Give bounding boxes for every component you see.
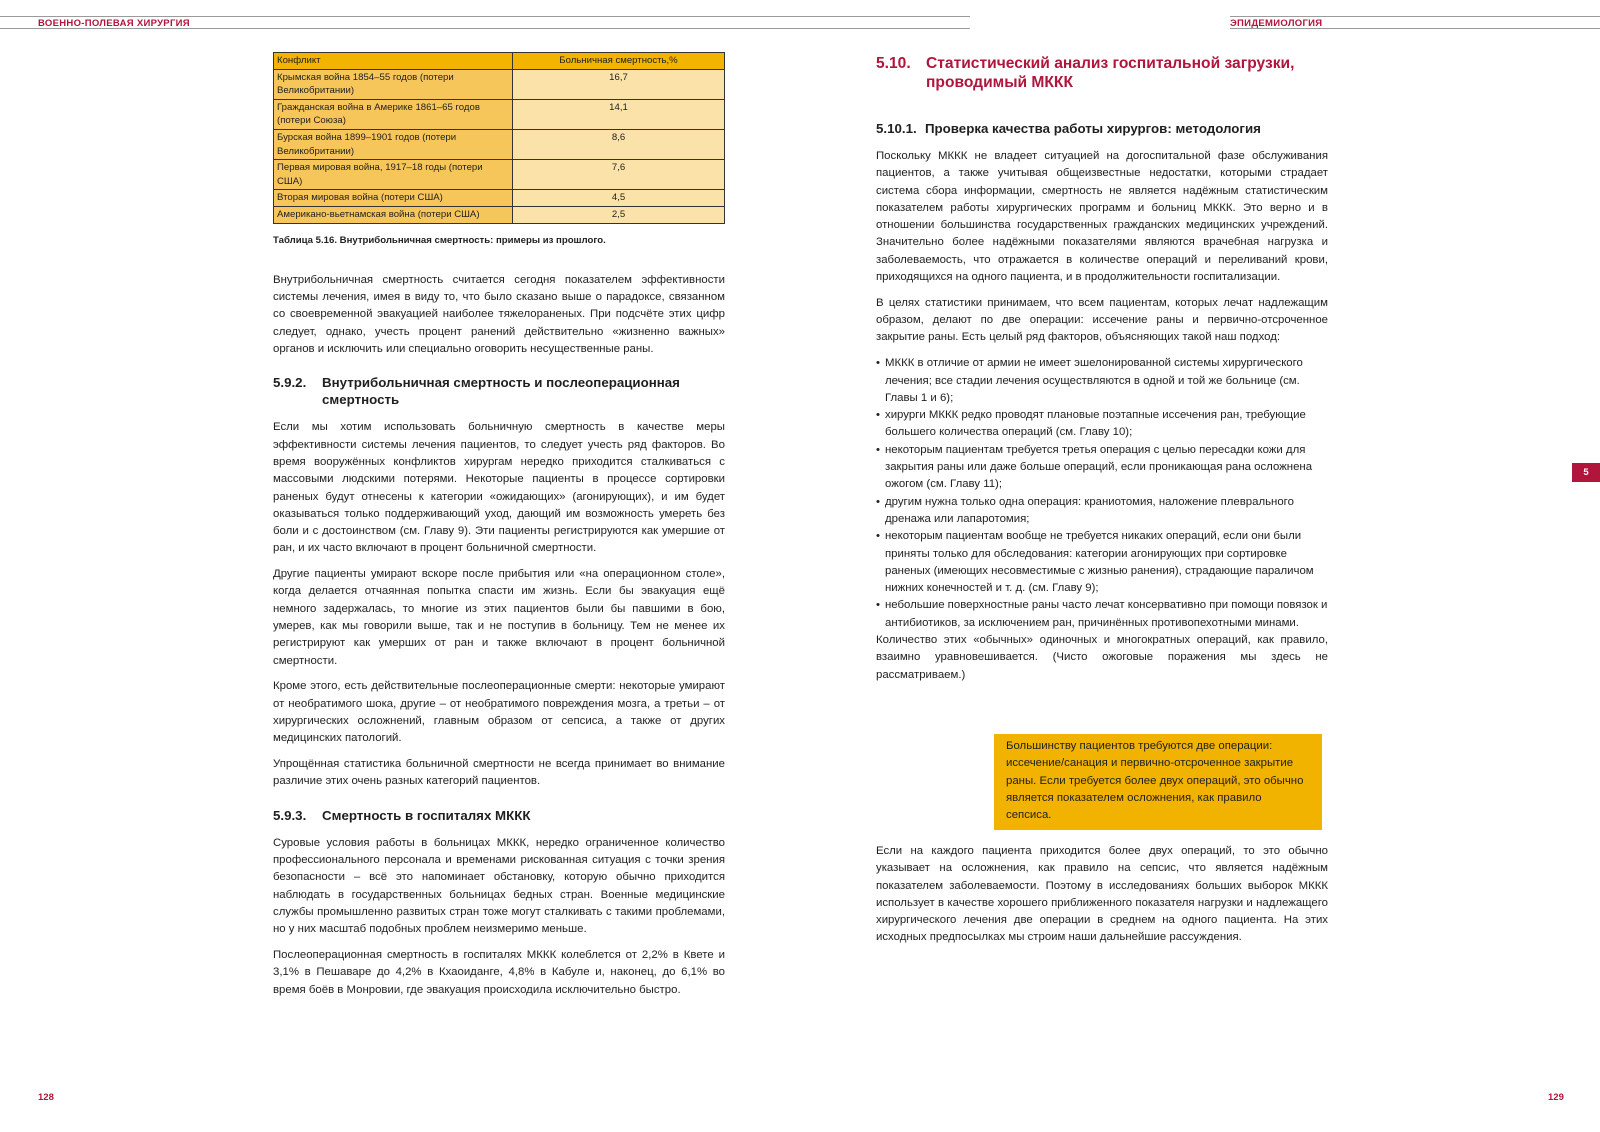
table-cell-conflict: Американо-вьетнамская война (потери США) <box>274 206 513 223</box>
paragraph: Упрощённая статистика больничной смертности не всегда принимает во внимание различие этих очень разных категорий пациентов. <box>273 758 725 788</box>
bullet-icon: • <box>876 443 880 456</box>
table-row <box>274 206 725 223</box>
table-cell-value: 16,7 <box>513 69 725 99</box>
table-cell-conflict: Гражданская война в Америке 1861–65 годов (потери Союза) <box>274 99 513 129</box>
paragraph: Кроме этого, есть действительные послеоперационные смерти: некоторые умирают от необратимого шока, другие – от необратимого повреждения мозга, а третьи – от хирургических осложнений, главным образом от сепсиса, а также от других медицинских патологий. <box>273 680 725 745</box>
page-number-left: 128 <box>38 1092 54 1103</box>
section-number: 5.9.2. <box>273 375 307 391</box>
paragraph: Количество этих «обычных» одиночных и многократных операций, как правило, взаимно уравновешивается. (Чисто ожоговые поражения мы здесь не рассматриваем.) <box>876 634 1328 681</box>
list-item: • другим нужна только одна операция: краниотомия, наложение плеврального дренажа или лапаротомия; <box>876 495 1294 525</box>
table-cell-conflict: Первая мировая война, 1917–18 годы (потери США) <box>274 160 513 190</box>
header-rule-left <box>0 16 970 17</box>
table-row <box>274 160 725 190</box>
bullet-icon: • <box>876 409 880 422</box>
section-number: 5.10.1. <box>876 121 917 136</box>
key-point-callout: Большинству пациентов требуются две операции: иссечение/санация и первично-отсроченное закрытие раны. Если требуется более двух операций, это обычно является показателем осложнения, как правило сепсиса. <box>994 734 1322 830</box>
bullet-icon: • <box>876 495 880 508</box>
table-cell-value: 4,5 <box>513 190 725 207</box>
table-cell-conflict: Бурская война 1899–1901 годов (потери Великобритании) <box>274 129 513 159</box>
table-caption: Таблица 5.16. Внутрибольничная смертность: примеры из прошлого. <box>273 234 606 246</box>
section-5-10-heading <box>876 55 1328 92</box>
section-number: 5.9.3. <box>273 807 307 823</box>
section-5-9-3-heading <box>273 807 725 824</box>
bullet-icon: • <box>876 357 880 370</box>
paragraph: Поскольку МККК не владеет ситуацией на догоспитальной фазе обслуживания пациентов, а также учитывая общеизвестные недостатки, которыми страдает система сбора информации, смертность не является надёжным статистическим показателем работы хирургических программ и больниц МККК. Это верно и в отношении большинства государственных гражданских медицинских учреждений. Значительно более надёжными показателями являются врачебная нагрузка и заболеваемость, что отражается в количестве операций и переливаний крови, приходящихся на одного пациента, и в продолжительности госпитализации. <box>876 150 1328 284</box>
paragraph: Другие пациенты умирают вскоре после прибытия или «на операционном столе», когда делается отчаянная попытка спасти им жизнь. Если бы эвакуация ещё немного задержалась, то многие из этих пациентов были бы павшими в бою, умерев, как мы говорили выше, так и не поступив в больницу. Тем не менее их регистрируют как умерших от ран и также включают в процент больничной смертности. <box>273 568 725 667</box>
header-rule-right <box>1230 16 1600 17</box>
bullet-icon: • <box>876 599 880 612</box>
list-item: • МККК в отличие от армии не имеет эшелонированной системы хирургического лечения; все стадии лечения осуществляются в одной и той же больнице (см. Главы 1 и 6); <box>876 357 1303 404</box>
table-row <box>274 190 725 207</box>
left-column <box>273 52 725 999</box>
table-cell-value: 8,6 <box>513 129 725 159</box>
table-cell-value: 7,6 <box>513 160 725 190</box>
table-cell-conflict: Крымская война 1854–55 годов (потери Великобритании) <box>274 69 513 99</box>
intro-paragraph: Внутрибольничная смертность считается сегодня показателем эффективности системы лечения, имея в виду то, что было сказано выше о парадоксе, связанном со своевременной эвакуацией наиболее тяжелораненых. При подсчёте этих цифр следует, однако, учесть процент ранений действительно «жизненно важных» органов и исключить или специально оговорить несущественные раны. <box>273 273 725 356</box>
bullet-icon: • <box>876 530 880 543</box>
mortality-table <box>273 52 725 224</box>
paragraph: Послеоперационная смертность в госпиталях МККК колеблется от 2,2% в Квете и 3,1% в Пешаваре до 4,2% в Кхаоиданге, 4,8% в Кабуле и, наконец, до 6,1% во время боёв в Монровии, где эвакуация происходила исключительно быстро. <box>273 949 725 996</box>
factor-list <box>876 355 1328 632</box>
list-item: • небольшие поверхностные раны часто лечат консервативно при помощи повязок и антибиотиков, за исключением ран, причинённых противопехотными минами. <box>876 599 1328 629</box>
paragraph: Если на каждого пациента приходится более двух операций, то это обычно указывает на осложнения, как правило на сепсис, что является надёжным показателем заболеваемости. Поэтому в исследованиях больших выборок МККК использует в качестве хорошего приближенного показателя нагрузки и надлежащего хирургического лечения две операции в среднем на одного пациента. На этих исходных предпосылках мы строим наши дальнейшие рассуждения. <box>876 845 1328 944</box>
table-row <box>274 69 725 99</box>
table-cell-value: 14,1 <box>513 99 725 129</box>
paragraph: Суровые условия работы в больницах МККК, нередко ограниченное количество профессионального персонала и временами рискованная ситуация с точки зрения безопасности – всё это напоминает обстановку, которую обычно приходится наблюдать в государственных больницах бедных стран. Военные медицинские службы промышленно развитых стран тоже могут сталкивать с такими проблемами, но у них масштаб подобных проблем неизмеримо меньше. <box>273 836 725 936</box>
section-title: Внутрибольничная смертность и послеоперационная смертность <box>322 375 680 408</box>
table-cell-value: 2,5 <box>513 206 725 223</box>
section-title: Смертность в госпиталях МККК <box>322 807 531 823</box>
table-header-row <box>274 53 725 70</box>
section-number: 5.10. <box>876 55 911 72</box>
list-item: • некоторым пациентам требуется третья операция с целью пересадки кожи для закрытия раны или даже больше операций, если проникающая рана осложнена ожогом (см. Главу 11); <box>876 443 1313 491</box>
section-5-9-2-heading <box>273 374 725 408</box>
table-header-mortality: Больничная смертность,% <box>513 53 725 70</box>
list-item: • хирурги МККК редко проводят плановые поэтапные иссечения ран, требующие большего количества операций (см. Главу 10); <box>876 409 1306 439</box>
page-number-right: 129 <box>1548 1092 1564 1103</box>
section-title: Проверка качества работы хирургов: методология <box>925 121 1261 136</box>
chapter-tab: 5 <box>1572 463 1600 482</box>
table-row <box>274 129 725 159</box>
table-header-conflict: Конфликт <box>274 53 513 70</box>
list-item: • некоторым пациентам вообще не требуется никаких операций, если они были приняты только для обследования: категории агонирующих при сортировке раненых (имеющих несовместимые с жизнью ранения), страдающие параличом нижних конечностей и т. д. (см. Главу 9); <box>876 530 1314 595</box>
table-cell-conflict: Вторая мировая война (потери США) <box>274 190 513 207</box>
section-title: Статистический анализ госпитальной загрузки, проводимый МККК <box>926 55 1295 91</box>
right-column-lower <box>876 843 1328 947</box>
section-5-10-1-heading <box>876 120 1328 137</box>
paragraph: Если мы хотим использовать больничную смертность в качестве меры эффективности системы лечения пациентов, то следует учесть ряд факторов. Во время вооружённых конфликтов хирургам нередко приходится сталкиваться с массовыми людскими потерями. Некоторые пациенты в процессе сортировки раненых будут отнесены к категории «ожидающих» (агонирующих), и им будет оказываться только поддерживающий уход, дающий им возможность умереть без боли и с достоинством (см. Главу 9). Эти пациенты регистрируются как умершие от ран, и их часто включают в процент больничной смертности. <box>273 421 725 555</box>
running-header-right: ЭПИДЕМИОЛОГИЯ <box>1230 18 1323 29</box>
right-column <box>876 55 1328 692</box>
table-row <box>274 99 725 129</box>
paragraph: В целях статистики принимаем, что всем пациентам, которых лечат надлежащим образом, делают по две операции: иссечение раны и первично-отсроченное закрытие раны. Есть целый ряд факторов, объясняющих такой наш подход: <box>876 296 1328 344</box>
running-header-left: ВОЕННО-ПОЛЕВАЯ ХИРУРГИЯ <box>38 18 190 29</box>
